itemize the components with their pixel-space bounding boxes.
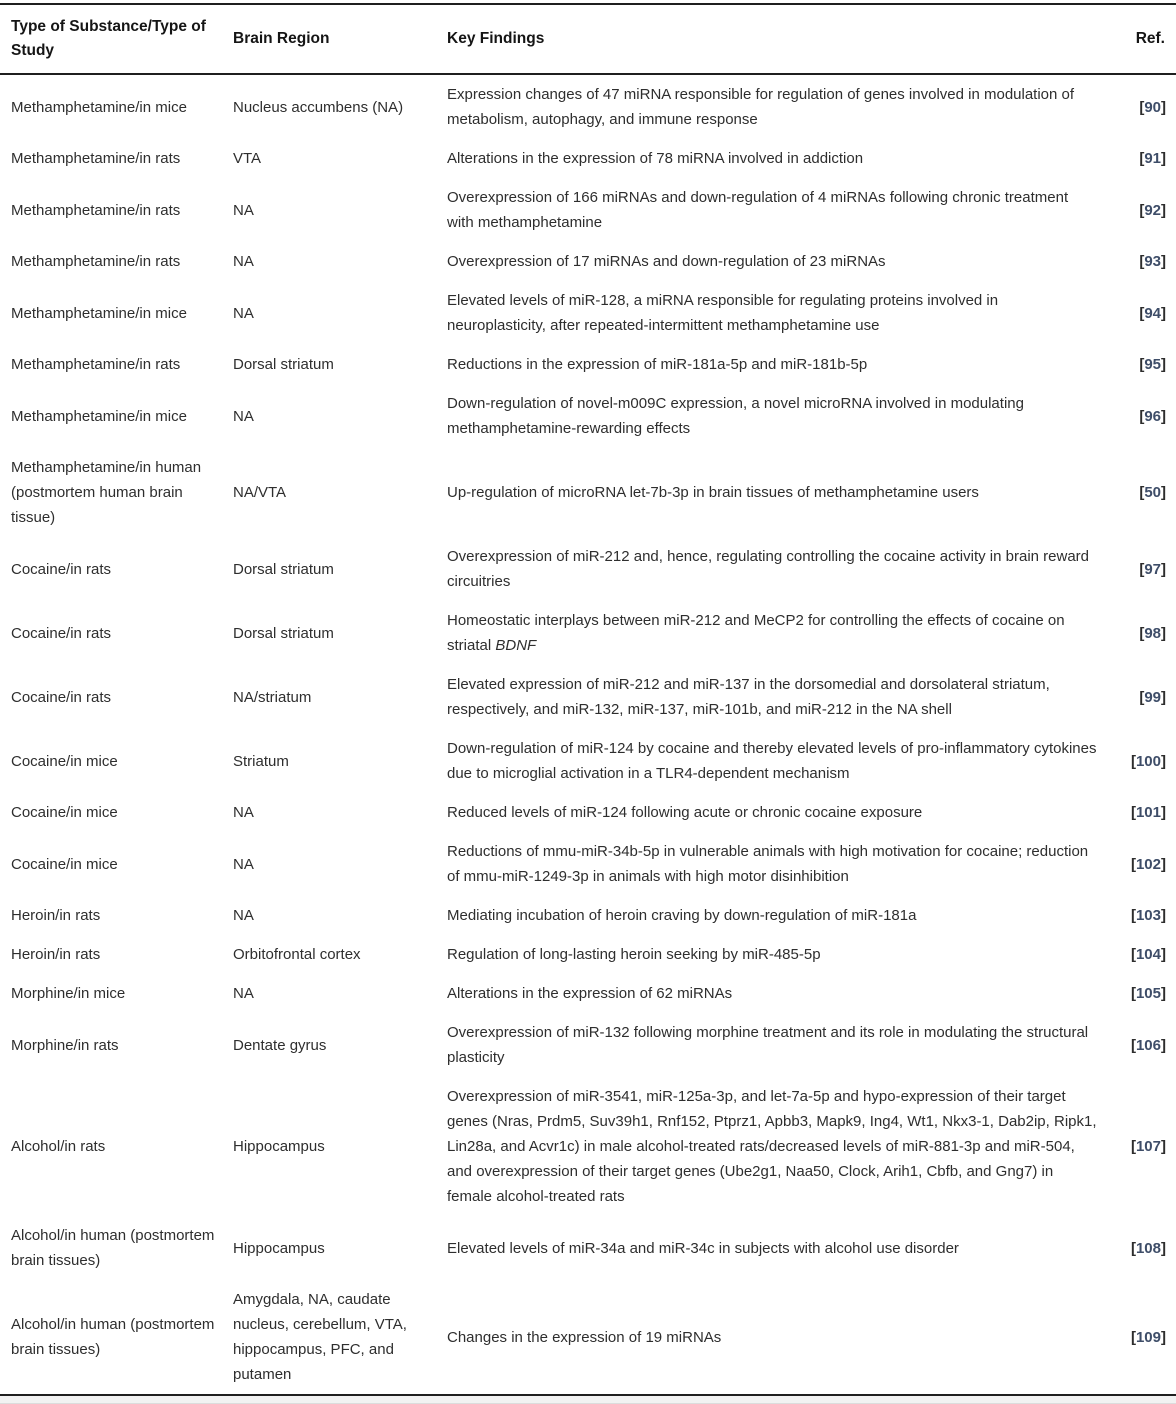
citation-link[interactable]: [103]	[1130, 907, 1166, 924]
brain-region-cell: NA	[233, 907, 254, 924]
ref-cell	[1111, 537, 1176, 601]
ref-cell	[1111, 139, 1176, 178]
citation-number[interactable]: 104	[1135, 946, 1161, 963]
finding-text: Elevated levels of miR-128, a miRNA responsible for regulating proteins involved in neuroplasticity, after repeated-intermittent methamphetamine use	[447, 292, 999, 334]
ref-cell	[1111, 345, 1176, 384]
finding-text: Up-regulation of microRNA let-7b-3p in brain tissues of methamphetamine users	[447, 484, 979, 501]
finding-text: Regulation of long-lasting heroin seeking by miR-485-5p	[447, 946, 821, 963]
substance-mirna-table	[0, 3, 1176, 1396]
finding-text: Reductions in the expression of miR-181a-5p and miR-181b-5p	[447, 356, 868, 373]
brain-region-cell: Dorsal striatum	[233, 560, 334, 578]
substance-cell: Heroin/in rats	[11, 946, 101, 963]
key-finding-cell	[447, 896, 1111, 935]
ref-cell	[1111, 384, 1176, 448]
ref-cell	[1111, 793, 1176, 832]
table-row	[0, 601, 1176, 665]
table-row	[0, 345, 1176, 384]
citation-number[interactable]: 109	[1135, 1328, 1161, 1346]
finding-text: Homeostatic interplays between miR-212 and MeCP2 for controlling the effects of cocaine on striatal	[447, 612, 1065, 654]
brain-region-cell: NA	[233, 201, 254, 219]
table-row	[0, 1216, 1176, 1280]
table-row	[0, 1077, 1176, 1216]
finding-text: Mediating incubation of heroin craving by down-regulation of miR-181a	[447, 907, 917, 924]
finding-text: Reduced levels of miR-124 following acute or chronic cocaine exposure	[447, 804, 923, 821]
table-row	[0, 729, 1176, 793]
substance-cell: Methamphetamine/in rats	[11, 150, 181, 167]
citation-link[interactable]: [95]	[1139, 356, 1166, 373]
key-finding-cell	[447, 74, 1111, 139]
substance-cell: Morphine/in mice	[11, 985, 126, 1002]
table-row	[0, 1280, 1176, 1395]
substance-cell: Alcohol/in human (postmortem brain tissues)	[11, 1316, 215, 1358]
key-finding-cell	[447, 974, 1111, 1013]
citation-number[interactable]: 106	[1135, 1036, 1161, 1054]
brain-region-cell: Orbitofrontal cortex	[233, 946, 361, 963]
citation-number[interactable]: 102	[1135, 855, 1161, 873]
brain-region-cell: Nucleus accumbens (NA)	[233, 98, 404, 116]
key-finding-cell	[447, 935, 1111, 974]
ref-cell	[1111, 281, 1176, 345]
key-finding-cell	[447, 1077, 1111, 1216]
citation-link[interactable]: [94]	[1139, 304, 1166, 322]
table-row	[0, 281, 1176, 345]
key-finding-cell	[447, 665, 1111, 729]
substance-cell: Methamphetamine/in mice	[11, 98, 187, 116]
citation-number[interactable]: 95	[1144, 356, 1161, 373]
key-finding-cell	[447, 345, 1111, 384]
key-finding-cell	[447, 832, 1111, 896]
key-finding-cell	[447, 1216, 1111, 1280]
ref-cell	[1111, 178, 1176, 242]
ref-cell	[1111, 1280, 1176, 1395]
citation-link[interactable]: [101]	[1130, 804, 1166, 821]
citation-number[interactable]: 99	[1144, 688, 1161, 706]
finding-text: Overexpression of miR-132 following morphine treatment and its role in modulating the structural plasticity	[447, 1024, 1089, 1066]
citation-link[interactable]: [50]	[1139, 484, 1166, 501]
substance-cell: Methamphetamine/in rats	[11, 253, 181, 270]
ref-cell	[1111, 832, 1176, 896]
substance-cell: Cocaine/in rats	[11, 688, 112, 706]
ref-cell	[1111, 242, 1176, 281]
key-finding-cell	[447, 601, 1111, 665]
col-header-key-findings: Key Findings	[447, 4, 1111, 74]
substance-cell: Cocaine/in mice	[11, 804, 118, 821]
key-finding-cell	[447, 448, 1111, 537]
table-row	[0, 974, 1176, 1013]
brain-region-cell: VTA	[233, 150, 262, 167]
citation-link[interactable]: [105]	[1130, 985, 1166, 1002]
substance-cell: Cocaine/in rats	[11, 624, 112, 642]
substance-cell: Methamphetamine/in rats	[11, 201, 181, 219]
brain-region-cell: Amygdala, NA, caudate nucleus, cerebellum, VTA, hippocampus, PFC, and putamen	[233, 1291, 407, 1383]
table-row	[0, 935, 1176, 974]
citation-number[interactable]: 94	[1144, 304, 1161, 322]
table-row	[0, 178, 1176, 242]
finding-text: Overexpression of 166 miRNAs and down-regulation of 4 miRNAs following chronic treatment with methamphetamine	[447, 189, 1069, 231]
substance-cell: Alcohol/in rats	[11, 1138, 106, 1155]
col-header-substance: Type of Substance/Type of Study	[0, 4, 233, 74]
finding-text: Changes in the expression of 19 miRNAs	[447, 1328, 722, 1346]
key-finding-cell	[447, 139, 1111, 178]
table-row	[0, 448, 1176, 537]
finding-text: Overexpression of 17 miRNAs and down-regulation of 23 miRNAs	[447, 253, 886, 270]
key-finding-cell	[447, 793, 1111, 832]
brain-region-cell: Hippocampus	[233, 1138, 325, 1155]
citation-link[interactable]: [107]	[1130, 1138, 1166, 1155]
key-finding-cell	[447, 729, 1111, 793]
brain-region-cell: Striatum	[233, 752, 289, 770]
brain-region-cell: NA	[233, 304, 254, 322]
substance-cell: Methamphetamine/in mice	[11, 304, 187, 322]
substance-cell: Morphine/in rats	[11, 1036, 119, 1054]
citation-number[interactable]: 93	[1144, 253, 1161, 270]
citation-link[interactable]: [109]	[1130, 1328, 1166, 1346]
citation-number[interactable]: 96	[1144, 407, 1161, 425]
table-body	[0, 74, 1176, 1395]
table-row	[0, 139, 1176, 178]
finding-text: Overexpression of miR-3541, miR-125a-3p, and let-7a-5p and hypo-expression of their target genes (Nras, Prdm5, Suv39h1, Rnf152, Ptprz1, Apbb3, Mapk9, Ing4, Wt1, Nkx3-1, Dab2ip, Ripk1, Lin28a, and Acvr1c) in male alcohol-treated rats/decreased levels of miR-881-3p and miR-504, and overexpression of their target genes (Ube2g1, Naa50, Clock, Arih1, Cbfb, and Gng7) in female alcohol-treated rats	[447, 1088, 1097, 1205]
citation-link[interactable]: [98]	[1139, 624, 1166, 642]
citation-number[interactable]: 101	[1135, 804, 1161, 821]
table-row	[0, 537, 1176, 601]
citation-link[interactable]: [108]	[1130, 1239, 1166, 1257]
finding-text: Down-regulation of miR-124 by cocaine and thereby elevated levels of pro-inflammatory cytokines due to microglial activation in a TLR4-dependent mechanism	[447, 740, 1097, 782]
table-row	[0, 242, 1176, 281]
ref-cell	[1111, 1077, 1176, 1216]
key-finding-cell	[447, 178, 1111, 242]
brain-region-cell: Hippocampus	[233, 1239, 325, 1257]
finding-text: Alterations in the expression of 78 miRNA involved in addiction	[447, 150, 864, 167]
substance-cell: Methamphetamine/in mice	[11, 407, 187, 425]
table-row	[0, 74, 1176, 139]
citation-number[interactable]: 98	[1144, 624, 1161, 642]
brain-region-cell: NA	[233, 804, 254, 821]
finding-text: Down-regulation of novel-m009C expression, a novel microRNA involved in modulating methamphetamine-rewarding effects	[447, 395, 1024, 437]
substance-cell: Cocaine/in rats	[11, 560, 112, 578]
citation-number[interactable]: 103	[1135, 907, 1161, 924]
brain-region-cell: NA/VTA	[233, 484, 287, 501]
citation-link[interactable]: [96]	[1139, 407, 1166, 425]
table-row	[0, 896, 1176, 935]
citation-number[interactable]: 108	[1135, 1239, 1161, 1257]
finding-text: Reductions of mmu-miR-34b-5p in vulnerable animals with high motivation for cocaine; reduction of mmu-miR-1249-3p in animals with high motor disinhibition	[447, 843, 1089, 885]
table-row	[0, 793, 1176, 832]
citation-link[interactable]: [92]	[1139, 201, 1166, 219]
brain-region-cell: NA	[233, 855, 254, 873]
key-finding-cell	[447, 384, 1111, 448]
finding-text: Elevated levels of miR-34a and miR-34c in subjects with alcohol use disorder	[447, 1239, 959, 1257]
citation-number[interactable]: 50	[1144, 484, 1161, 501]
key-finding-cell	[447, 242, 1111, 281]
brain-region-cell: Dentate gyrus	[233, 1036, 327, 1054]
brain-region-cell: NA	[233, 253, 254, 270]
finding-text: Elevated expression of miR-212 and miR-137 in the dorsomedial and dorsolateral striatum, respectively, and miR-132, miR-137, miR-101b, and miR-212 in the NA shell	[447, 676, 1050, 718]
citation-number[interactable]: 97	[1144, 560, 1161, 578]
citation-link[interactable]: [100]	[1130, 752, 1166, 770]
citation-link[interactable]: [106]	[1130, 1036, 1166, 1054]
ref-cell	[1111, 74, 1176, 139]
brain-region-cell: NA	[233, 407, 254, 425]
finding-text: Overexpression of miR-212 and, hence, regulating controlling the cocaine activity in brain reward circuitries	[447, 548, 1090, 590]
citation-number[interactable]: 107	[1135, 1138, 1161, 1155]
ref-cell	[1111, 601, 1176, 665]
citation-number[interactable]: 100	[1135, 752, 1161, 770]
table-row	[0, 832, 1176, 896]
ref-cell	[1111, 448, 1176, 537]
substance-cell: Methamphetamine/in human (postmortem human brain tissue)	[11, 459, 202, 526]
citation-link[interactable]: [102]	[1130, 855, 1166, 873]
citation-number[interactable]: 105	[1135, 985, 1161, 1002]
ref-cell	[1111, 665, 1176, 729]
col-header-brain-region: Brain Region	[233, 4, 447, 74]
substance-cell: Cocaine/in mice	[11, 752, 118, 770]
substance-cell: Methamphetamine/in rats	[11, 356, 181, 373]
citation-link[interactable]: [91]	[1139, 150, 1166, 167]
table-row	[0, 665, 1176, 729]
citation-link[interactable]: [90]	[1139, 98, 1166, 116]
finding-text: Expression changes of 47 miRNA responsible for regulation of genes involved in modulation of metabolism, autophagy, and immune response	[447, 86, 1075, 128]
key-finding-cell	[447, 1280, 1111, 1395]
table-row	[0, 1013, 1176, 1077]
col-header-ref: Ref.	[1111, 4, 1176, 74]
substance-cell: Cocaine/in mice	[11, 855, 118, 873]
brain-region-cell: NA/striatum	[233, 688, 312, 706]
ref-cell	[1111, 729, 1176, 793]
substance-cell: Heroin/in rats	[11, 907, 101, 924]
table-row	[0, 384, 1176, 448]
citation-number[interactable]: 91	[1144, 150, 1161, 167]
citation-link[interactable]: [93]	[1139, 253, 1166, 270]
substance-cell: Alcohol/in human (postmortem brain tissues)	[11, 1227, 215, 1269]
ref-cell	[1111, 974, 1176, 1013]
citation-number[interactable]: 90	[1144, 98, 1161, 116]
citation-link[interactable]: [104]	[1130, 946, 1166, 963]
ref-cell	[1111, 1216, 1176, 1280]
key-finding-cell	[447, 281, 1111, 345]
header-row	[0, 4, 1176, 74]
brain-region-cell: Dorsal striatum	[233, 624, 334, 642]
citation-number[interactable]: 92	[1144, 201, 1161, 219]
brain-region-cell: Dorsal striatum	[233, 356, 334, 373]
citation-link[interactable]: [99]	[1139, 688, 1166, 706]
ref-cell	[1111, 896, 1176, 935]
paper-table-page	[0, 3, 1176, 1404]
brain-region-cell: NA	[233, 985, 254, 1002]
key-finding-cell	[447, 537, 1111, 601]
finding-gene-italic: BDNF	[495, 637, 537, 654]
finding-text: Alterations in the expression of 62 miRNAs	[447, 985, 733, 1002]
key-finding-cell	[447, 1013, 1111, 1077]
citation-link[interactable]: [97]	[1139, 560, 1166, 578]
ref-cell	[1111, 1013, 1176, 1077]
ref-cell	[1111, 935, 1176, 974]
bottom-strip	[0, 1396, 1176, 1404]
